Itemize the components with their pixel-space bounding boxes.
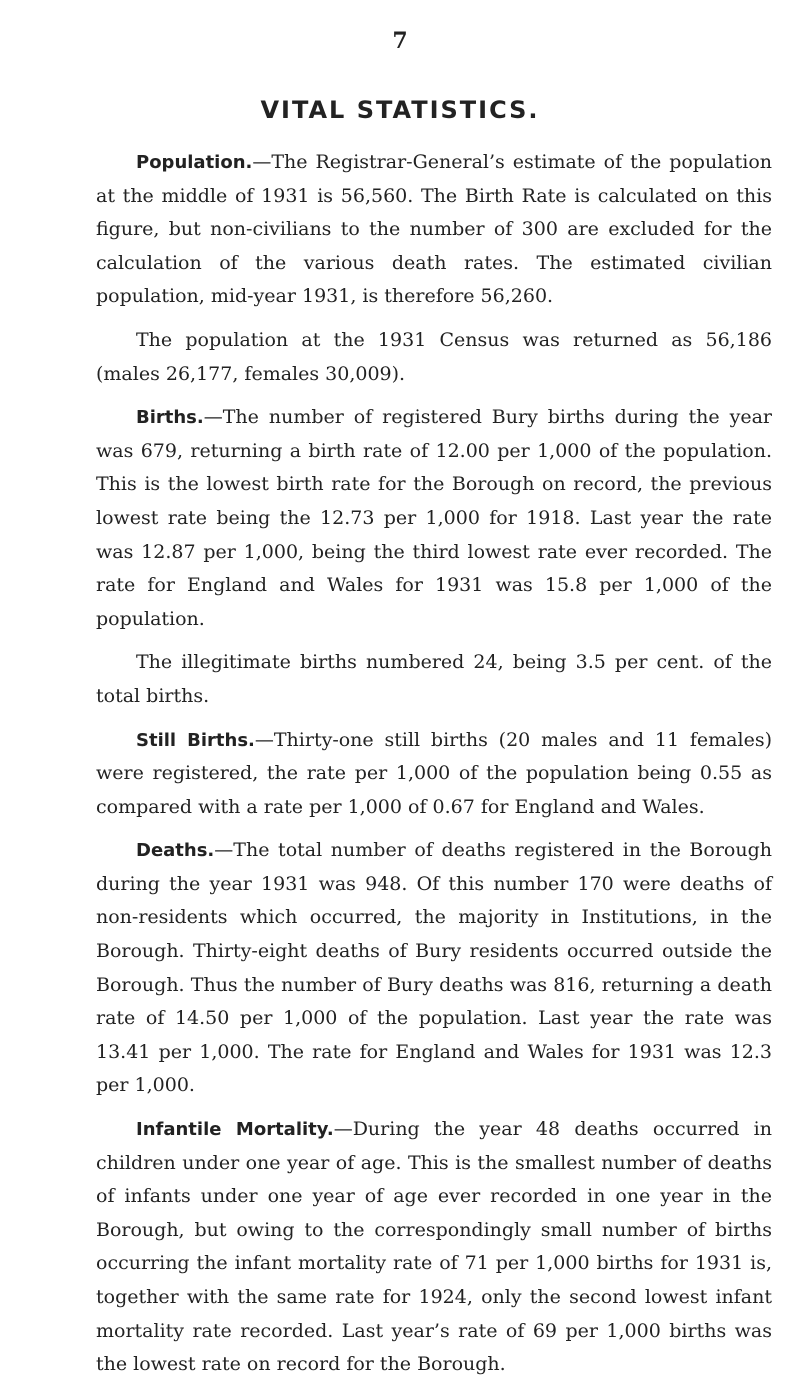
births-paragraph: [96, 401, 772, 636]
infantile-mortality-heading: Infantile Mortality.: [136, 1119, 334, 1141]
illegitimate-births-paragraph: The illegitimate births numbered 24, being 3.5 per cent. of the total births.: [96, 651, 772, 707]
population-heading: Population.: [136, 152, 253, 173]
deaths-text: —The total number of deaths registered in the Borough during the year 1931 was 948. Of this number 170 were deaths of non-residents which occurred, the majority in Institutions, in the Borough. Thirty-eight deaths of Bury residents occurred outside the Borough. Thus the number of Bury deaths was 816, returning a death rate of 14.50 per 1,000 of the population. Last year the rate was 13.41 per 1,000. The rate for England and Wales for 1931 was 12.3 per 1,000.: [96, 839, 772, 1097]
births-heading: Births.: [136, 407, 204, 429]
document-body: [96, 146, 772, 1392]
population-text: —The Registrar-General’s estimate of the population at the middle of 1931 is 56,560. The Birth Rate is calculated on this figure, but non-civilians to the number of 300 are excluded for the calculation of the various death rates. The estimated civilian population, mid-year 1931, is therefore 56,260.: [96, 151, 772, 308]
infantile-mortality-text: —During the year 48 deaths occurred in children under one year of age. This is the smallest number of deaths of infants under one year of age ever recorded in one year in the Borough, but owing to the correspondingly small number of births occurring the infant mortality rate of 71 per 1,000 births for 1931 is, together with the same rate for 1924, only the second lowest infant mortality rate recorded. Last year’s rate of 69 per 1,000 births was the lowest rate on record for the Borough.: [96, 1118, 772, 1376]
page-number: 7: [392, 28, 408, 54]
still-births-text: —Thirty-one still births (20 males and 11 females) were registered, the rate per 1,000 of the population being 0.55 as compared with a rate per 1,000 of 0.67 for England and Wales.: [96, 728, 772, 818]
deaths-heading: Deaths.: [136, 840, 215, 862]
census-paragraph: The population at the 1931 Census was returned as 56,186 (males 26,177, females 30,009).: [96, 328, 772, 385]
population-paragraph: [96, 146, 772, 314]
page-title: VITAL STATISTICS.: [260, 96, 540, 124]
still-births-paragraph: [96, 724, 772, 825]
births-text: —The number of registered Bury births during the year was 679, returning a birth rate of 12.00 per 1,000 of the population. This is the lowest birth rate for the Borough on record, the previous lowest rate being the 12.73 per 1,000 for 1918. Last year the rate was 12.87 per 1,000, being the third lowest rate ever recorded. The rate for England and Wales for 1931 was 15.8 per 1,000 of the population.: [96, 406, 772, 630]
deaths-paragraph: [96, 834, 772, 1103]
infantile-mortality-paragraph: [96, 1113, 772, 1382]
still-births-heading: Still Births.: [136, 729, 255, 751]
